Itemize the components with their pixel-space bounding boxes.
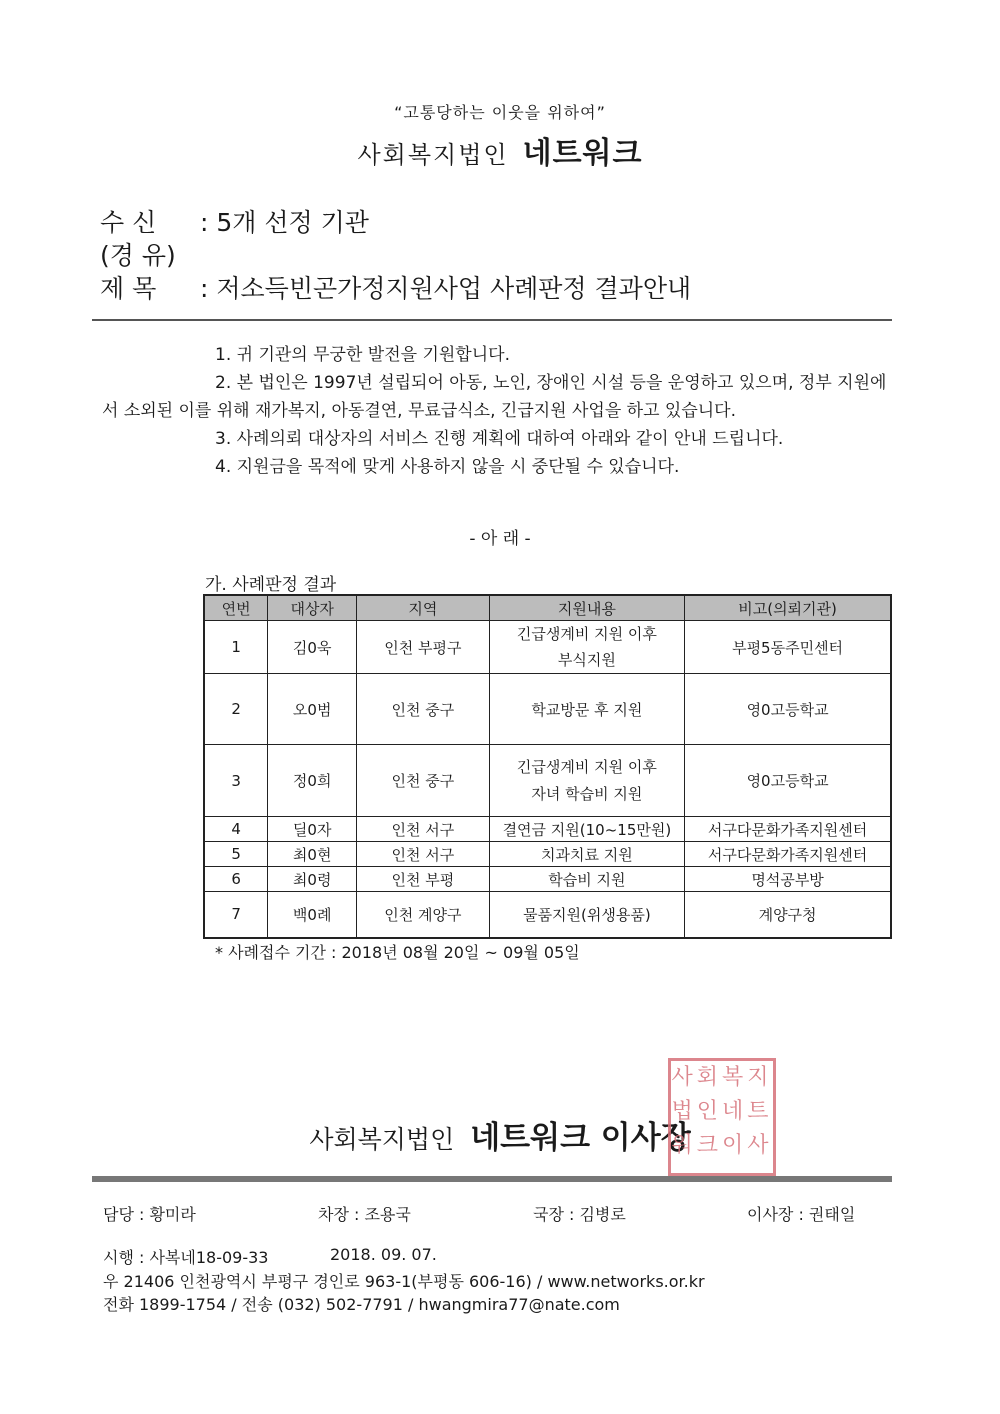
cell-name: 정0희 — [268, 745, 357, 817]
cell-note: 서구다문화가족지원센터 — [685, 817, 891, 842]
seal-line: 사회복지 — [671, 1065, 773, 1090]
result-table — [203, 594, 892, 939]
col-header-support: 지원내용 — [489, 595, 685, 621]
signature-director: 국장 : 김병로 — [533, 1205, 626, 1224]
cell-no: 7 — [204, 892, 268, 938]
cell-name: 최0령 — [268, 867, 357, 892]
org-title — [0, 128, 1000, 172]
doc-number: 시행 : 사복네18-09-33 — [103, 1248, 269, 1267]
cell-region: 인천 서구 — [357, 817, 490, 842]
body-text — [102, 341, 890, 481]
slogan: “고통당하는 이웃을 위하여” — [394, 103, 606, 122]
cell-no: 5 — [204, 842, 268, 867]
cell-support: 학교방문 후 지원 — [489, 674, 685, 745]
cell-no: 6 — [204, 867, 268, 892]
cell-no: 1 — [204, 621, 268, 674]
recipient-line — [100, 203, 369, 239]
signature-deputy: 차장 : 조용국 — [318, 1205, 411, 1224]
cell-region: 인천 부평 — [357, 867, 490, 892]
cell-region: 인천 중구 — [357, 745, 490, 817]
cell-support: 물품지원(위생용품) — [489, 892, 685, 938]
subject-value: : 저소득빈곤가정지원사업 사례판정 결과안내 — [200, 274, 692, 303]
cell-support — [489, 745, 685, 817]
via-label: (경 유) — [100, 241, 176, 270]
signature-chairman: 이사장 : 권태일 — [747, 1205, 856, 1224]
doc-date: 2018. 09. 07. — [330, 1245, 437, 1264]
footer-org-name: 네트워크 이사장 — [470, 1120, 691, 1156]
table-row — [204, 745, 891, 817]
cell-no: 2 — [204, 674, 268, 745]
table-row — [204, 674, 891, 745]
cell-note: 명석공부방 — [685, 867, 891, 892]
col-header-region: 지역 — [357, 595, 490, 621]
cell-note: 영0고등학교 — [685, 745, 891, 817]
cell-no: 3 — [204, 745, 268, 817]
recipient-label: 수 신 — [100, 208, 157, 237]
period-note: * 사례접수 기간 : 2018년 08월 20일 ~ 09월 05일 — [215, 943, 580, 962]
signature-staff: 담당 : 황미라 — [103, 1205, 196, 1224]
via-line — [100, 236, 200, 272]
col-header-name: 대상자 — [268, 595, 357, 621]
cell-note: 서구다문화가족지원센터 — [685, 842, 891, 867]
cell-support: 치과치료 지원 — [489, 842, 685, 867]
cell-note: 계양구청 — [685, 892, 891, 938]
table-header-row — [204, 595, 891, 621]
table-row — [204, 621, 891, 674]
cell-support: 결연금 지원(10~15만원) — [489, 817, 685, 842]
paragraph-3: 3. 사례의뢰 대상자의 서비스 진행 계획에 대하여 아래와 같이 안내 드립니다. — [215, 429, 784, 449]
cell-region: 인천 계양구 — [357, 892, 490, 938]
below-heading: - 아 래 - — [469, 529, 531, 549]
cell-support — [489, 621, 685, 674]
cell-region: 인천 서구 — [357, 842, 490, 867]
seal-line: 워크이사 — [671, 1133, 773, 1158]
cell-note: 영0고등학교 — [685, 674, 891, 745]
support-line-2: 부식지원 — [557, 651, 616, 669]
recipient-value: : 5개 선정 기관 — [200, 208, 369, 237]
org-prefix: 사회복지법인 — [357, 141, 509, 169]
cell-region: 인천 부평구 — [357, 621, 490, 674]
col-header-note: 비고(의뢰기관) — [685, 595, 891, 621]
seal-line: 법인네트 — [671, 1099, 773, 1124]
cell-no: 4 — [204, 817, 268, 842]
paragraph-1: 1. 귀 기관의 무궁한 발전을 기원합니다. — [215, 345, 510, 365]
cell-support: 학습비 지원 — [489, 867, 685, 892]
footer-org-title — [0, 1112, 1000, 1157]
table-row — [204, 892, 891, 938]
cell-name: 김0욱 — [268, 621, 357, 674]
paragraph-2: 2. 본 법인은 1997년 설립되어 아동, 노인, 장애인 시설 등을 운영하고 있으며, 정부 지원에서 소외된 이를 위해 재가복지, 아동결연, 무료급식소, 긴급지원 사업을 하고 있습니다. — [102, 373, 887, 421]
support-line-2: 자녀 학습비 지원 — [531, 784, 643, 803]
header-divider — [92, 319, 892, 321]
cell-name: 최0현 — [268, 842, 357, 867]
cell-region: 인천 중구 — [357, 674, 490, 745]
subject-label: 제 목 — [100, 274, 157, 303]
contact-line: 전화 1899-1754 / 전송 (032) 502-7791 / hwangmira77@nate.com — [103, 1295, 620, 1314]
cell-name: 딜0자 — [268, 817, 357, 842]
table-row — [204, 842, 891, 867]
cell-note: 부평5동주민센터 — [685, 621, 891, 674]
cell-name: 오0범 — [268, 674, 357, 745]
support-line-1: 긴급생계비 지원 이후 — [516, 625, 657, 643]
table-row — [204, 817, 891, 842]
org-name: 네트워크 — [522, 136, 643, 171]
footer-divider — [92, 1176, 892, 1182]
section-title: 가. 사례판정 결과 — [205, 575, 337, 595]
col-header-no: 연번 — [204, 595, 268, 621]
footer-org-prefix: 사회복지법인 — [309, 1125, 455, 1154]
table-row — [204, 867, 891, 892]
support-line-1: 긴급생계비 지원 이후 — [516, 757, 657, 776]
cell-name: 백0례 — [268, 892, 357, 938]
address-line: 우 21406 인천광역시 부평구 경인로 963-1(부평동 606-16) / www.networks.or.kr — [103, 1272, 705, 1291]
paragraph-4: 4. 지원금을 목적에 맞게 사용하지 않을 시 중단될 수 있습니다. — [215, 457, 680, 477]
official-seal — [668, 1058, 776, 1176]
subject-line — [100, 269, 691, 305]
